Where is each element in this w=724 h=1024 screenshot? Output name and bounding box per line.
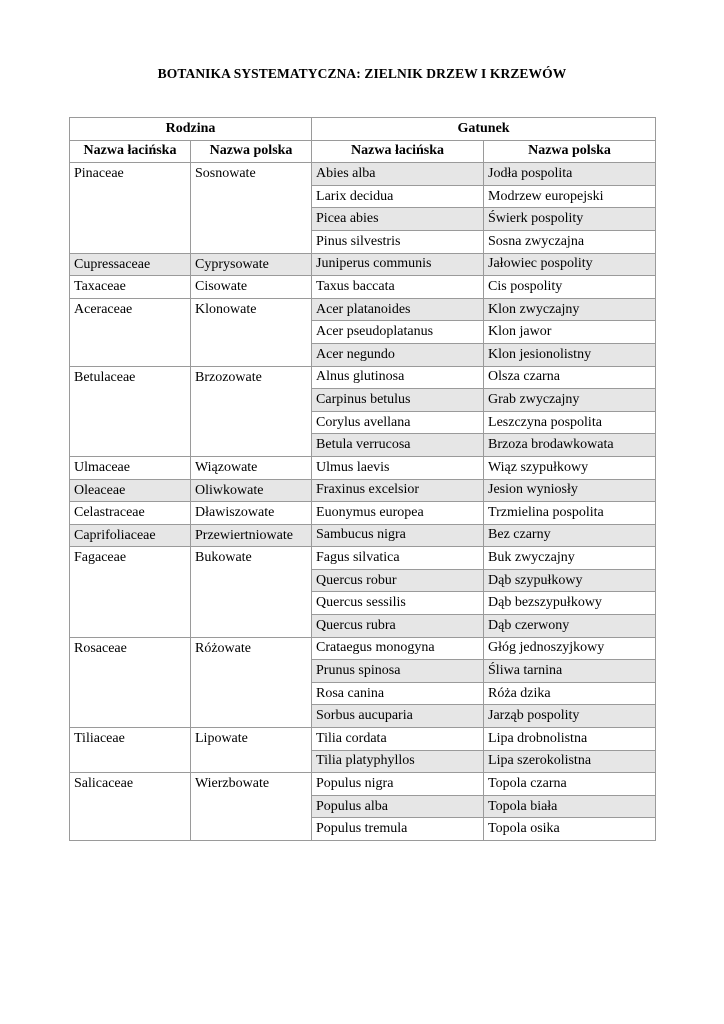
species-latin-cell: Crataegus monogyna bbox=[312, 637, 484, 660]
table-row bbox=[70, 773, 656, 796]
table-row bbox=[70, 502, 656, 525]
family-latin-cell: Caprifoliaceae bbox=[70, 524, 191, 547]
species-polish-cell: Dąb czerwony bbox=[484, 615, 656, 638]
species-latin-cell: Fraxinus excelsior bbox=[312, 479, 484, 502]
species-latin-cell: Carpinus betulus bbox=[312, 389, 484, 412]
table-row bbox=[70, 479, 656, 502]
header-group-row bbox=[70, 118, 656, 141]
species-polish-cell: Wiąz szypułkowy bbox=[484, 456, 656, 479]
family-polish-cell: Brzozowate bbox=[191, 366, 312, 456]
family-latin-cell: Celastraceae bbox=[70, 502, 191, 525]
header-species-polish: Nazwa polska bbox=[484, 140, 656, 163]
species-latin-cell: Euonymus europea bbox=[312, 502, 484, 525]
family-polish-cell: Cisowate bbox=[191, 276, 312, 299]
table-header bbox=[70, 118, 656, 163]
species-polish-cell: Trzmielina pospolita bbox=[484, 502, 656, 525]
family-latin-cell: Tiliaceae bbox=[70, 728, 191, 773]
species-latin-cell: Sambucus nigra bbox=[312, 524, 484, 547]
table-row bbox=[70, 456, 656, 479]
header-family-group: Rodzina bbox=[70, 118, 312, 141]
family-polish-cell: Dławiszowate bbox=[191, 502, 312, 525]
species-latin-cell: Quercus rubra bbox=[312, 615, 484, 638]
header-family-polish: Nazwa polska bbox=[191, 140, 312, 163]
family-latin-cell: Rosaceae bbox=[70, 637, 191, 727]
table-row bbox=[70, 547, 656, 570]
species-polish-cell: Głóg jednoszyjkowy bbox=[484, 637, 656, 660]
family-polish-cell: Lipowate bbox=[191, 728, 312, 773]
table-row bbox=[70, 163, 656, 186]
species-polish-cell: Buk zwyczajny bbox=[484, 547, 656, 570]
family-polish-cell: Różowate bbox=[191, 637, 312, 727]
species-polish-cell: Bez czarny bbox=[484, 524, 656, 547]
species-latin-cell: Ulmus laevis bbox=[312, 456, 484, 479]
family-latin-cell: Oleaceae bbox=[70, 479, 191, 502]
species-polish-cell: Klon zwyczajny bbox=[484, 298, 656, 321]
family-polish-cell: Oliwkowate bbox=[191, 479, 312, 502]
species-polish-cell: Dąb bezszypułkowy bbox=[484, 592, 656, 615]
species-latin-cell: Acer pseudoplatanus bbox=[312, 321, 484, 344]
species-latin-cell: Populus nigra bbox=[312, 773, 484, 796]
family-latin-cell: Cupressaceae bbox=[70, 253, 191, 276]
species-polish-cell: Cis pospolity bbox=[484, 276, 656, 299]
family-polish-cell: Cyprysowate bbox=[191, 253, 312, 276]
table-row bbox=[70, 637, 656, 660]
family-latin-cell: Pinaceae bbox=[70, 163, 191, 253]
species-polish-cell: Brzoza brodawkowata bbox=[484, 434, 656, 457]
species-polish-cell: Lipa drobnolistna bbox=[484, 728, 656, 751]
header-family-latin: Nazwa łacińska bbox=[70, 140, 191, 163]
species-polish-cell: Róża dzika bbox=[484, 682, 656, 705]
species-polish-cell: Jesion wyniosły bbox=[484, 479, 656, 502]
family-polish-cell: Przewiertniowate bbox=[191, 524, 312, 547]
species-latin-cell: Sorbus aucuparia bbox=[312, 705, 484, 728]
species-latin-cell: Acer negundo bbox=[312, 343, 484, 366]
species-latin-cell: Populus tremula bbox=[312, 818, 484, 841]
family-polish-cell: Wiązowate bbox=[191, 456, 312, 479]
species-polish-cell: Sosna zwyczajna bbox=[484, 230, 656, 253]
species-latin-cell: Abies alba bbox=[312, 163, 484, 186]
species-latin-cell: Tilia platyphyllos bbox=[312, 750, 484, 773]
page-title: BOTANIKA SYSTEMATYCZNA: ZIELNIK DRZEW I KRZEWÓW bbox=[157, 66, 567, 81]
family-latin-cell: Taxaceae bbox=[70, 276, 191, 299]
species-polish-cell: Topola biała bbox=[484, 795, 656, 818]
species-latin-cell: Quercus robur bbox=[312, 569, 484, 592]
species-polish-cell: Klon jesionolistny bbox=[484, 343, 656, 366]
species-latin-cell: Rosa canina bbox=[312, 682, 484, 705]
species-polish-cell: Topola osika bbox=[484, 818, 656, 841]
family-latin-cell: Fagaceae bbox=[70, 547, 191, 637]
species-polish-cell: Topola czarna bbox=[484, 773, 656, 796]
species-latin-cell: Corylus avellana bbox=[312, 411, 484, 434]
species-polish-cell: Lipa szerokolistna bbox=[484, 750, 656, 773]
family-polish-cell: Sosnowate bbox=[191, 163, 312, 253]
species-latin-cell: Picea abies bbox=[312, 208, 484, 231]
species-polish-cell: Grab zwyczajny bbox=[484, 389, 656, 412]
table-body bbox=[70, 163, 656, 841]
species-polish-cell: Jałowiec pospolity bbox=[484, 253, 656, 276]
family-polish-cell: Bukowate bbox=[191, 547, 312, 637]
table-row bbox=[70, 298, 656, 321]
header-species-group: Gatunek bbox=[312, 118, 656, 141]
species-latin-cell: Quercus sessilis bbox=[312, 592, 484, 615]
species-polish-cell: Świerk pospolity bbox=[484, 208, 656, 231]
species-latin-cell: Tilia cordata bbox=[312, 728, 484, 751]
species-latin-cell: Pinus silvestris bbox=[312, 230, 484, 253]
species-polish-cell: Klon jawor bbox=[484, 321, 656, 344]
table-row bbox=[70, 253, 656, 276]
species-latin-cell: Taxus baccata bbox=[312, 276, 484, 299]
species-polish-cell: Jodła pospolita bbox=[484, 163, 656, 186]
herbarium-table bbox=[69, 117, 656, 841]
species-latin-cell: Fagus silvatica bbox=[312, 547, 484, 570]
family-polish-cell: Klonowate bbox=[191, 298, 312, 366]
species-latin-cell: Acer platanoides bbox=[312, 298, 484, 321]
species-latin-cell: Juniperus communis bbox=[312, 253, 484, 276]
family-latin-cell: Salicaceae bbox=[70, 773, 191, 841]
species-polish-cell: Leszczyna pospolita bbox=[484, 411, 656, 434]
table-row bbox=[70, 366, 656, 389]
table-row bbox=[70, 728, 656, 751]
species-latin-cell: Betula verrucosa bbox=[312, 434, 484, 457]
family-latin-cell: Ulmaceae bbox=[70, 456, 191, 479]
species-latin-cell: Prunus spinosa bbox=[312, 660, 484, 683]
family-latin-cell: Betulaceae bbox=[70, 366, 191, 456]
species-latin-cell: Alnus glutinosa bbox=[312, 366, 484, 389]
family-polish-cell: Wierzbowate bbox=[191, 773, 312, 841]
species-latin-cell: Larix decidua bbox=[312, 185, 484, 208]
table-row bbox=[70, 524, 656, 547]
header-species-latin: Nazwa łacińska bbox=[312, 140, 484, 163]
header-column-row bbox=[70, 140, 656, 163]
species-polish-cell: Modrzew europejski bbox=[484, 185, 656, 208]
species-polish-cell: Śliwa tarnina bbox=[484, 660, 656, 683]
table-row bbox=[70, 276, 656, 299]
species-latin-cell: Populus alba bbox=[312, 795, 484, 818]
species-polish-cell: Jarząb pospolity bbox=[484, 705, 656, 728]
species-polish-cell: Olsza czarna bbox=[484, 366, 656, 389]
family-latin-cell: Aceraceae bbox=[70, 298, 191, 366]
species-polish-cell: Dąb szypułkowy bbox=[484, 569, 656, 592]
